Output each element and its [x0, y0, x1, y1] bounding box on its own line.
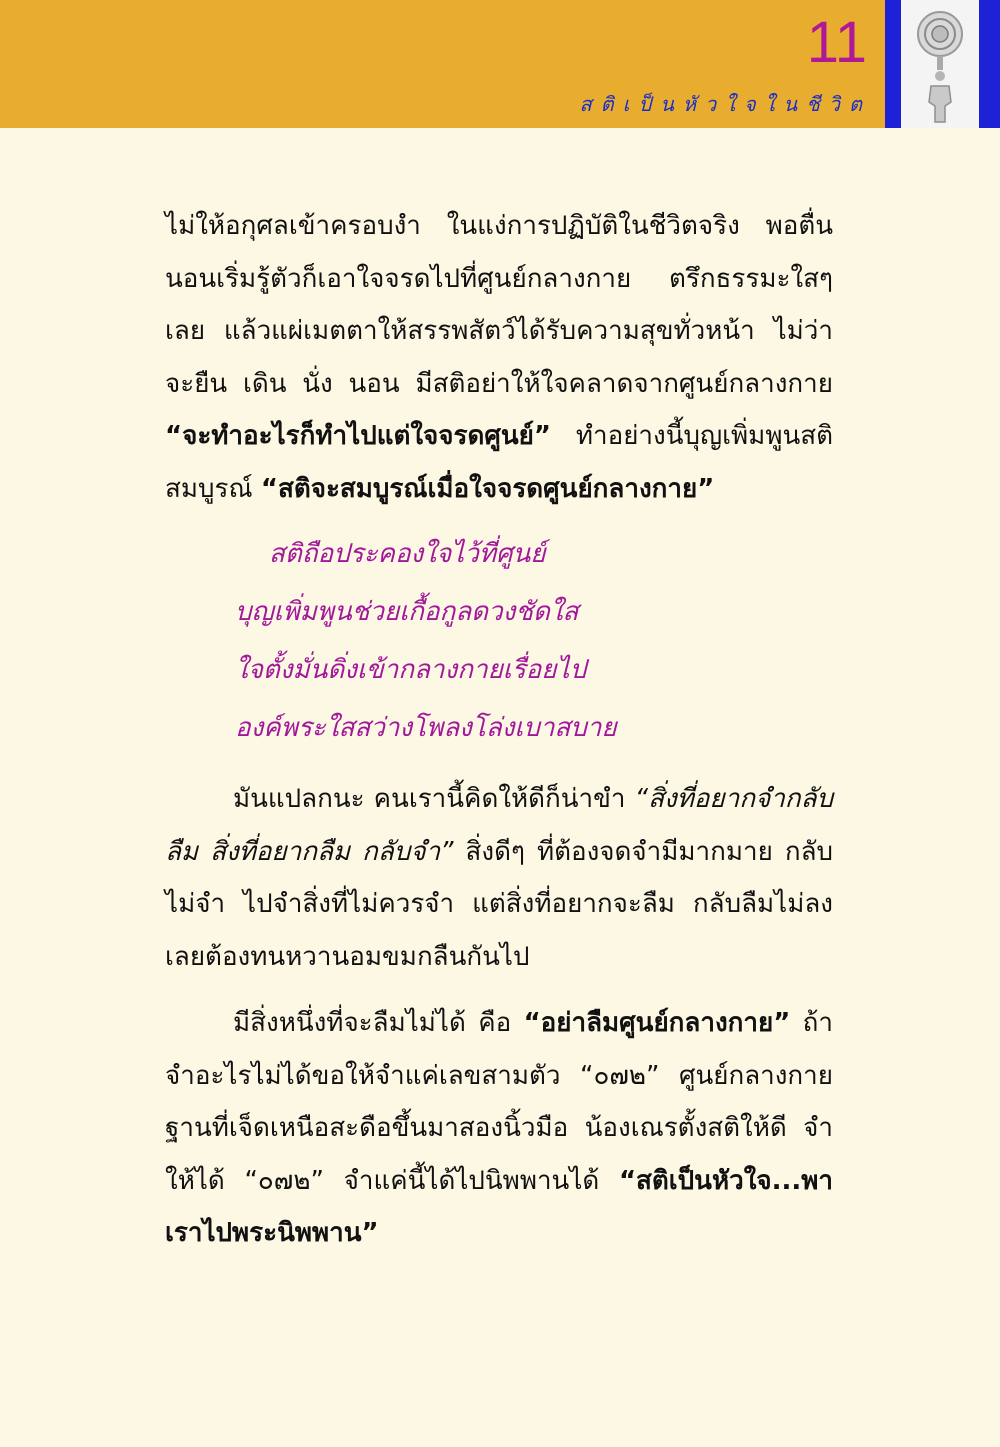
- paragraph-1-bold-a: “จะทำอะไรก็ทำไปแต่ใจจรดศูนย์”: [165, 421, 551, 451]
- paragraph-2: [165, 773, 833, 983]
- poem-block: [165, 525, 833, 757]
- poem-line-2: บุญเพิ่มพูนช่วยเกื้อกูลดวงชัดใส: [235, 597, 579, 627]
- poem-line-4: องค์พระใสสว่างโพลงโล่งเบาสบาย: [235, 713, 617, 743]
- dhammakaya-emblem-icon: [909, 4, 971, 124]
- paragraph-1-text-a: ไม่ให้อกุศลเข้าครอบงำ ในแง่การปฏิบัติในชีวิตจริง พอตื่นนอนเริ่มรู้ตัวก็เอาใจจรดไปที่ศูนย์กลางกาย ตรึกธรรมะใสๆ เลย แล้วแผ่เมตตาให้สรรพสัตว์ได้รับความสุขทั่วหน้า ไม่ว่าจะยืน เดิน นั่ง นอน มีสติอย่าให้ใจคลาดจากศูนย์กลางกาย: [165, 211, 833, 399]
- paragraph-3: [165, 997, 833, 1260]
- paragraph-2-text-b: สิ่งดีๆ ที่ต้องจดจำมีมากมาย กลับไม่จำ ไปจำสิ่งที่ไม่ควรจำ แต่สิ่งที่อยากจะลืม กลับลืมไม่ลง เลยต้องทนหวานอมขมกลืนกันไป: [165, 836, 833, 972]
- paragraph-1-bold-b: “สติจะสมบูรณ์เมื่อใจจรดศูนย์กลางกาย”: [260, 473, 715, 504]
- page-content: [165, 200, 833, 1260]
- paragraph-3-bold-a: “อย่าลืมศูนย์กลางกาย”: [523, 1008, 791, 1038]
- paragraph-2-italic: “สิ่งที่อยากจำกลับลืม สิ่งที่อยากลืม กลับจำ”: [165, 784, 833, 867]
- paragraph-3-text-a: มีสิ่งหนึ่งที่จะลืมไม่ได้ คือ: [233, 1008, 524, 1038]
- page-number: 11: [806, 10, 867, 75]
- blue-stripe-left: [885, 0, 901, 128]
- paragraph-1-text-b: ทำอย่างนี้บุญเพิ่มพูนสติสมบูรณ์: [165, 421, 833, 504]
- paragraph-3-bold-b: “สติเป็นหัวใจ...พาเราไปพระนิพพาน”: [165, 1165, 833, 1248]
- page-header: [0, 0, 885, 128]
- paragraph-3-text-b: ถ้าจำอะไรไม่ได้ขอให้จำแค่เลขสามตัว “๐๗๒” ศูนย์กลางกายฐานที่เจ็ดเหนือสะดือขึ้นมาสองนิ้วมือ น้องเณรตั้งสติให้ดี จำให้ได้ “๐๗๒” จำแค่นี้ได้ไปนิพพานได้: [165, 1008, 833, 1196]
- paragraph-1: [165, 200, 833, 515]
- poem-line-3: ใจตั้งมั่นดิ่งเข้ากลางกายเรื่อยไป: [235, 655, 587, 685]
- poem-line-1: สติถือประคองใจไว้ที่ศูนย์: [269, 539, 546, 569]
- blue-stripe-right: [979, 0, 1000, 128]
- paragraph-2-text-a: มันแปลกนะ คนเรานี้คิดให้ดีก็น่าขำ: [233, 784, 635, 814]
- book-title: สติเป็นหัวใจในชีวิต: [579, 92, 871, 116]
